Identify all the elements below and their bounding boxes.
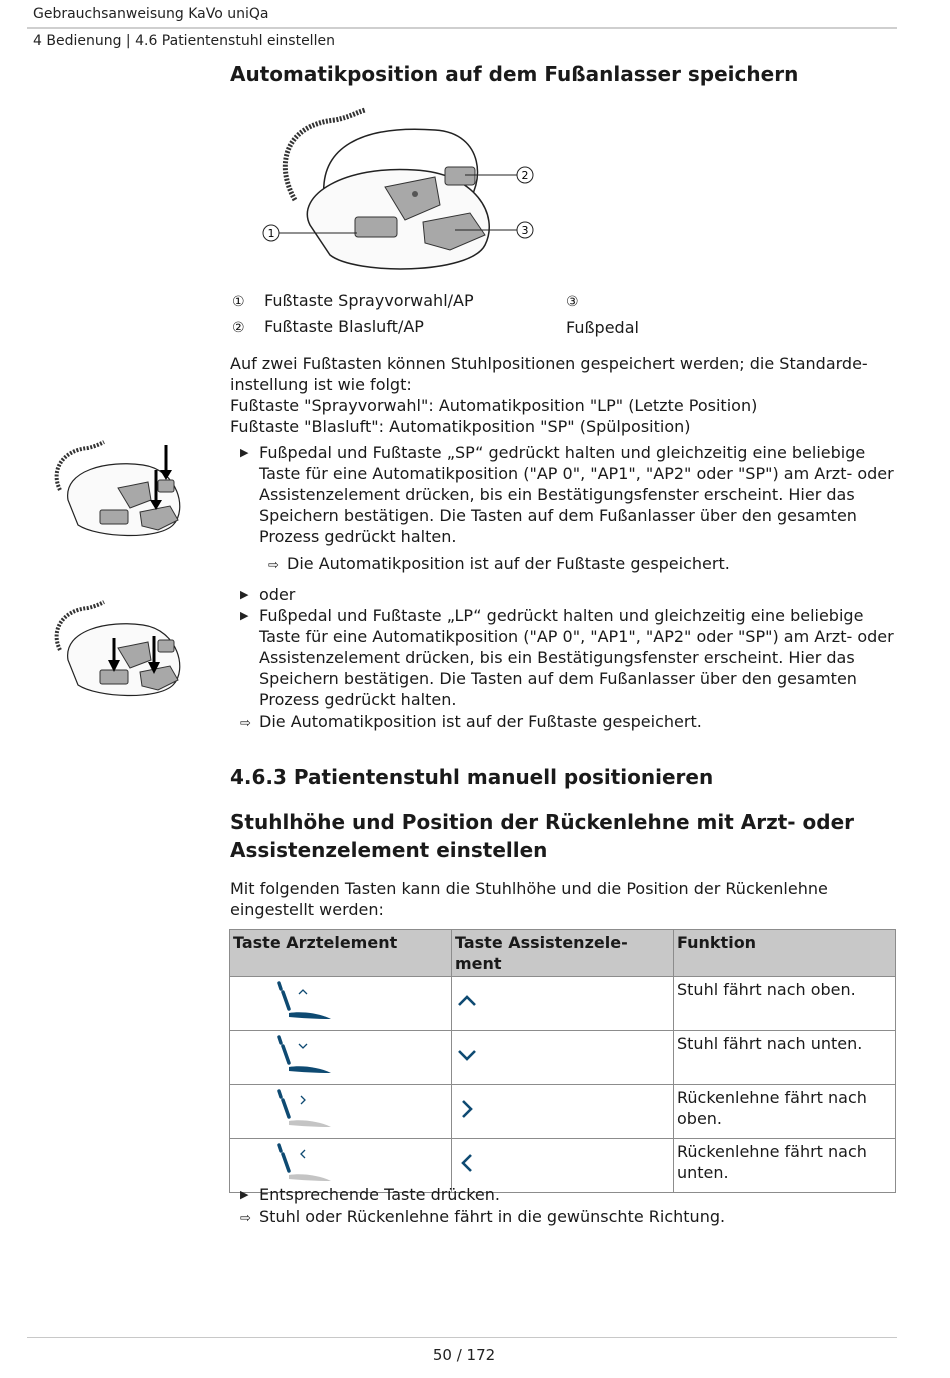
document-title: Gebrauchsanweisung KaVo uniQa [33, 6, 269, 22]
step-text: Entsprechende Taste drücken. [259, 1185, 500, 1204]
heading-line: Stuhlhöhe und Position der Rückenlehne mit Arzt- oder [230, 810, 855, 834]
chevron-up-icon [455, 989, 479, 1013]
intro-paragraph [230, 353, 900, 437]
section-heading-4-6-3: 4.6.3 Patientenstuhl manuell positionieren [230, 765, 714, 789]
text-line: Auf zwei Fußtasten können Stuhlpositionen gespeichert werden; die Standarde- [230, 354, 868, 373]
result-arrow-icon: ⇨ [240, 1211, 251, 1226]
result-text: Stuhl oder Rückenlehne fährt in die gewünschte Richtung. [259, 1207, 726, 1226]
table-row [230, 977, 896, 1031]
backrest-down-icon [271, 1141, 351, 1185]
svg-text:3: 3 [521, 224, 529, 237]
doctor-key-cell [230, 1085, 452, 1139]
legend-item [566, 288, 639, 341]
step-text: Fußpedal und Fußtaste „LP“ gedrückt halten und gleichzeitig eine beliebige Taste für eine Automatikposition ("AP 0", "AP1", "AP2" oder "SP") am Arzt- oder Assistenzelement drücken, bis ein Bestätigungsfenster erscheint. Hier das Speichern bestätigen. Die Tasten auf dem Fußanlasser über den gesamten Prozess gedrückt halten. [259, 606, 894, 709]
foot-control-lp-illustration [48, 600, 188, 700]
backrest-up-icon [271, 1087, 351, 1131]
key-function-table [229, 929, 896, 1193]
assistant-key-cell [452, 977, 674, 1031]
figure-legend [232, 288, 639, 340]
chevron-left-icon [455, 1151, 479, 1175]
legend-label: Fußtaste Blasluft/AP [264, 317, 424, 336]
column-header: Taste Arztelement [230, 930, 452, 977]
text-line: Fußtaste "Blasluft": Automatikposition "SP" (Spülposition) [230, 417, 691, 436]
instruction-step [240, 605, 900, 710]
section-heading: Automatikposition auf dem Fußanlasser speichern [230, 62, 799, 86]
column-header: Taste Assistenzele-ment [452, 930, 674, 977]
function-cell: Stuhl fährt nach oben. [674, 977, 896, 1031]
legend-number: ③ [566, 294, 579, 310]
function-cell: Stuhl fährt nach unten. [674, 1031, 896, 1085]
function-cell: Rückenlehne fährt nach unten. [674, 1139, 896, 1193]
foot-control-illustration [255, 105, 540, 280]
legend-label: Fußpedal [566, 318, 639, 337]
step-arrow-icon: ▶ [240, 609, 249, 622]
result-arrow-icon: ⇨ [268, 558, 279, 573]
step-text: oder [259, 585, 296, 604]
table-row [230, 1031, 896, 1085]
function-cell: Rückenlehne fährt nach oben. [674, 1085, 896, 1139]
step-text: Fußpedal und Fußtaste „SP“ gedrückt halten und gleichzeitig eine beliebige Taste für eine Automatikposition ("AP 0", "AP1", "AP2" oder "SP") am Arzt- oder Assistenzelement drücken, bis ein Bestätigungsfenster erscheint. Hier das Speichern bestätigen. Die Tasten auf dem Fußanlasser über den gesamten Prozess gedrückt halten. [259, 443, 894, 546]
column-header: Funktion [674, 930, 896, 977]
step-arrow-icon: ▶ [240, 588, 249, 601]
breadcrumb: 4 Bedienung | 4.6 Patientenstuhl einstellen [33, 33, 335, 49]
page-number: 50 / 172 [432, 1346, 496, 1364]
step-arrow-icon: ▶ [240, 446, 249, 459]
text-line: Fußtaste "Sprayvorwahl": Automatikposition "LP" (Letzte Position) [230, 396, 758, 415]
chevron-right-icon [455, 1097, 479, 1121]
chair-down-icon [271, 1033, 351, 1077]
instruction-result [240, 711, 900, 732]
instruction-result [240, 1206, 900, 1227]
footer-divider [27, 1337, 897, 1338]
instruction-step-or [240, 584, 900, 605]
legend-item [232, 314, 474, 340]
assistant-key-cell [452, 1031, 674, 1085]
svg-text:1: 1 [267, 227, 275, 240]
result-text: Die Automatikposition ist auf der Fußtaste gespeichert. [287, 554, 730, 573]
result-arrow-icon: ⇨ [240, 716, 251, 731]
chair-up-icon [271, 979, 351, 1023]
result-text: Die Automatikposition ist auf der Fußtaste gespeichert. [259, 712, 702, 731]
assistant-key-cell [452, 1085, 674, 1139]
table-row [230, 1085, 896, 1139]
instruction-step [240, 1184, 900, 1205]
subsection-heading [230, 808, 900, 864]
instruction-result [268, 553, 898, 574]
legend-label: Fußtaste Sprayvorwahl/AP [264, 291, 474, 310]
table-intro: Mit folgenden Tasten kann die Stuhlhöhe und die Position der Rückenlehne eingestellt werden: [230, 879, 828, 919]
svg-text:2: 2 [521, 169, 529, 182]
step-arrow-icon: ▶ [240, 1188, 249, 1201]
doctor-key-cell [230, 977, 452, 1031]
instruction-step [240, 442, 900, 547]
doctor-key-cell [230, 1031, 452, 1085]
text-line: instellung ist wie folgt: [230, 375, 412, 394]
legend-number: ① [232, 294, 245, 310]
chevron-down-icon [455, 1043, 479, 1067]
legend-number: ② [232, 320, 245, 336]
heading-line: Assistenzelement einstellen [230, 838, 548, 862]
table-header-row [230, 930, 896, 977]
foot-control-sp-illustration [48, 440, 188, 540]
header-divider [27, 27, 897, 29]
